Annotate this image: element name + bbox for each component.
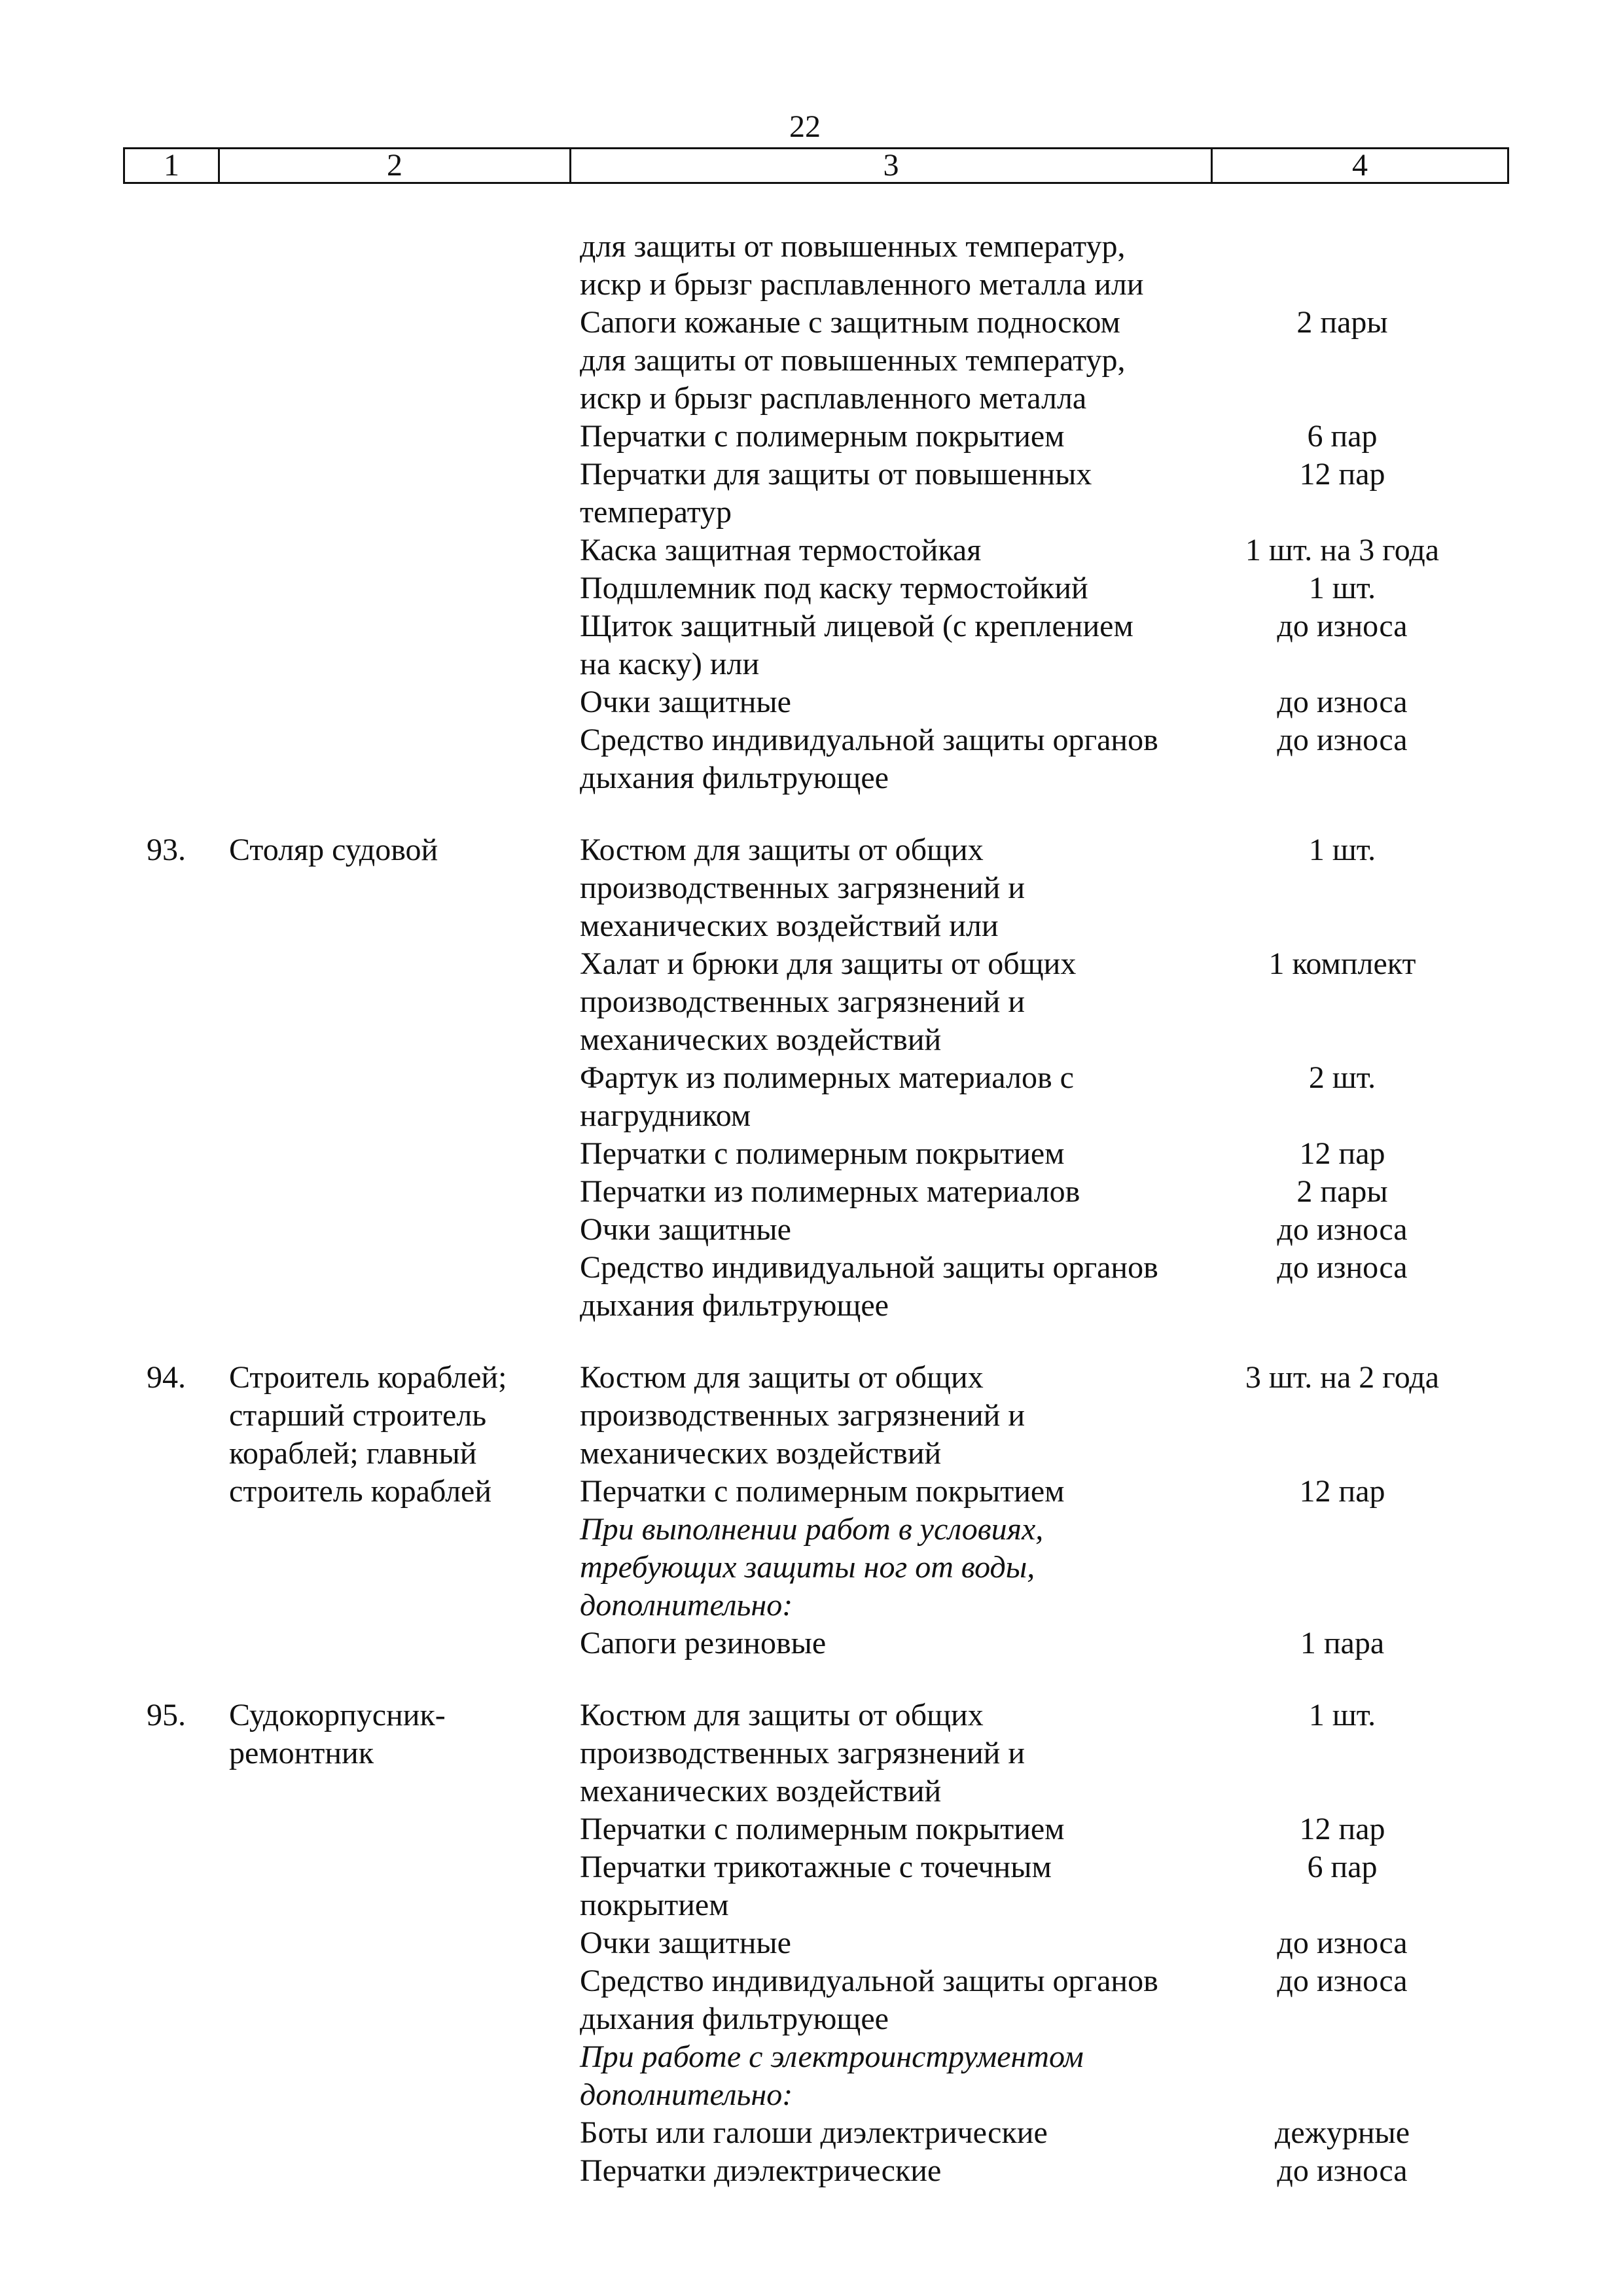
ppe-item-name bbox=[580, 1359, 1208, 1473]
ppe-item-name bbox=[580, 531, 1208, 569]
ppe-item-quantity: 12 пар bbox=[1299, 1474, 1385, 1509]
ppe-item-quantity: до износа bbox=[1277, 1250, 1408, 1285]
ppe-item-quantity: дежурные bbox=[1274, 2115, 1410, 2150]
ppe-item-line: механических воздействий bbox=[580, 1022, 942, 1057]
header-col-3: 3 bbox=[571, 149, 1213, 182]
ppe-item-line: дыхания фильтрующее bbox=[580, 761, 889, 795]
ppe-item-line: Каска защитная термостойкая bbox=[580, 533, 982, 567]
ppe-item-quantity: 1 шт. bbox=[1308, 833, 1376, 867]
ppe-item-line: Щиток защитный лицевой (с креплением bbox=[580, 609, 1133, 643]
ppe-item bbox=[580, 1624, 1385, 1662]
ppe-item-name bbox=[580, 1211, 1208, 1249]
ppe-item bbox=[580, 721, 1408, 797]
ppe-item bbox=[580, 228, 1208, 304]
profession-line: старший строитель bbox=[229, 1398, 487, 1433]
ppe-item-line: температур bbox=[580, 495, 732, 529]
row-number: 95. bbox=[147, 1698, 186, 1732]
ppe-item-line: Костюм для защиты от общих bbox=[580, 1698, 984, 1732]
ppe-item-name bbox=[580, 1848, 1208, 1924]
ppe-item bbox=[580, 1962, 1408, 2038]
ppe-item-line: Подшлемник под каску термостойкий bbox=[580, 571, 1088, 605]
ppe-item-name bbox=[580, 2152, 1208, 2190]
ppe-item-line: производственных загрязнений и bbox=[580, 1736, 1026, 1770]
condition-note bbox=[580, 2038, 1208, 2114]
ppe-item bbox=[580, 1473, 1385, 1511]
ppe-item-quantity: 2 пары bbox=[1296, 1174, 1388, 1209]
ppe-item-quantity: 1 шт. bbox=[1308, 1698, 1376, 1732]
row-number: 93. bbox=[147, 833, 186, 867]
ppe-item-name bbox=[580, 683, 1208, 721]
ppe-item-quantity: 6 пар bbox=[1307, 1850, 1378, 1884]
ppe-item-line: Костюм для защиты от общих bbox=[580, 833, 984, 867]
ppe-item-line: производственных загрязнений и bbox=[580, 870, 1026, 905]
ppe-item-line: Перчатки для защиты от повышенных bbox=[580, 457, 1092, 492]
condition-note bbox=[580, 1511, 1208, 1624]
ppe-item-name bbox=[580, 1696, 1208, 1810]
profession-line: кораблей; главный bbox=[229, 1436, 477, 1471]
ppe-item-line: покрытием bbox=[580, 1888, 729, 1922]
ppe-item-line: механических воздействий bbox=[580, 1436, 942, 1471]
ppe-item-line: Халат и брюки для защиты от общих bbox=[580, 946, 1077, 981]
ppe-item-name bbox=[580, 1962, 1208, 2038]
ppe-item-line: При выполнении работ в условиях, bbox=[580, 1512, 1044, 1547]
ppe-item bbox=[580, 831, 1376, 945]
ppe-item-line: Очки защитные bbox=[580, 685, 791, 719]
ppe-item-name bbox=[580, 607, 1208, 683]
ppe-item bbox=[580, 1249, 1408, 1325]
ppe-item-quantity: до износа bbox=[1277, 1212, 1408, 1247]
ppe-item-name bbox=[580, 456, 1208, 531]
ppe-item-line: Боты или галоши диэлектрические bbox=[580, 2115, 1048, 2150]
ppe-item bbox=[580, 1359, 1440, 1473]
ppe-item-quantity: до износа bbox=[1277, 1964, 1408, 1998]
profession-name bbox=[229, 831, 569, 869]
ppe-item-line: дополнительно: bbox=[580, 2077, 793, 2112]
ppe-item-quantity: до износа bbox=[1277, 723, 1408, 757]
ppe-item-line: При работе с электроинструментом bbox=[580, 2039, 1084, 2074]
ppe-item-line: механических воздействий bbox=[580, 1774, 942, 1808]
ppe-item-line: Сапоги кожаные с защитным подноском bbox=[580, 305, 1120, 340]
ppe-item bbox=[580, 1211, 1408, 1249]
ppe-item-line: Средство индивидуальной защиты органов bbox=[580, 1250, 1158, 1285]
ppe-item-quantity: 1 шт. на 3 года bbox=[1245, 533, 1440, 567]
ppe-item-line: Перчатки диэлектрические bbox=[580, 2153, 942, 2188]
ppe-item-line: Очки защитные bbox=[580, 1212, 791, 1247]
profession-name bbox=[229, 1696, 569, 1772]
profession-line: строитель кораблей bbox=[229, 1474, 492, 1509]
ppe-item-quantity: 1 пара bbox=[1300, 1626, 1385, 1660]
ppe-item bbox=[580, 1810, 1385, 1848]
ppe-item-line: Костюм для защиты от общих bbox=[580, 1360, 984, 1395]
profession-line: ремонтник bbox=[229, 1736, 374, 1770]
ppe-item-name bbox=[580, 721, 1208, 797]
ppe-item-line: для защиты от повышенных температур, bbox=[580, 229, 1126, 264]
ppe-item-quantity: 3 шт. на 2 года bbox=[1245, 1360, 1440, 1395]
ppe-item bbox=[580, 1059, 1376, 1135]
ppe-item-quantity: 12 пар bbox=[1299, 457, 1385, 492]
profession-line: Судокорпусник- bbox=[229, 1698, 446, 1732]
ppe-item bbox=[580, 683, 1408, 721]
ppe-item-quantity: до износа bbox=[1277, 609, 1408, 643]
ppe-item-line: Средство индивидуальной защиты органов bbox=[580, 1964, 1158, 1998]
profession-line: Столяр судовой bbox=[229, 833, 438, 867]
ppe-item-name bbox=[580, 1624, 1208, 1662]
ppe-item-quantity: до износа bbox=[1277, 1926, 1408, 1960]
ppe-item-quantity: 12 пар bbox=[1299, 1136, 1385, 1171]
ppe-item-name bbox=[580, 1473, 1208, 1511]
ppe-item-quantity: до износа bbox=[1277, 2153, 1408, 2188]
ppe-item bbox=[580, 2152, 1408, 2190]
ppe-item-name bbox=[580, 1173, 1208, 1211]
ppe-item-name bbox=[580, 304, 1208, 418]
ppe-item-line: механических воздействий или bbox=[580, 908, 999, 943]
ppe-item-name bbox=[580, 1924, 1208, 1962]
header-col-1: 1 bbox=[125, 149, 220, 182]
ppe-item bbox=[580, 531, 1440, 569]
ppe-item-name bbox=[580, 945, 1208, 1059]
ppe-item bbox=[580, 456, 1385, 531]
ppe-item-name bbox=[580, 1810, 1208, 1848]
row-number: 94. bbox=[147, 1360, 186, 1395]
ppe-item-name bbox=[580, 1059, 1208, 1135]
ppe-item-line: дополнительно: bbox=[580, 1588, 793, 1623]
ppe-item-line: Перчатки из полимерных материалов bbox=[580, 1174, 1080, 1209]
ppe-item-name bbox=[580, 1511, 1208, 1624]
ppe-item-line: Перчатки с полимерным покрытием bbox=[580, 419, 1065, 454]
ppe-item bbox=[580, 2114, 1410, 2152]
ppe-item bbox=[580, 304, 1388, 418]
ppe-item-line: Очки защитные bbox=[580, 1926, 791, 1960]
ppe-item bbox=[580, 1173, 1388, 1211]
ppe-item bbox=[580, 569, 1376, 607]
ppe-item bbox=[580, 1135, 1385, 1173]
ppe-item-line: производственных загрязнений и bbox=[580, 1398, 1026, 1433]
ppe-item bbox=[580, 1696, 1376, 1810]
header-col-4: 4 bbox=[1352, 148, 1368, 183]
ppe-item-line: дыхания фильтрующее bbox=[580, 1288, 889, 1323]
ppe-item-line: Фартук из полимерных материалов с bbox=[580, 1060, 1074, 1095]
header-col-2: 2 bbox=[220, 149, 571, 182]
ppe-item-quantity: 1 шт. bbox=[1308, 571, 1376, 605]
ppe-item bbox=[580, 945, 1416, 1059]
ppe-item-line: требующих защиты ног от воды, bbox=[580, 1550, 1035, 1585]
ppe-item-line: Сапоги резиновые bbox=[580, 1626, 827, 1660]
ppe-item-line: Перчатки с полимерным покрытием bbox=[580, 1812, 1065, 1846]
ppe-item-line: для защиты от повышенных температур, bbox=[580, 343, 1126, 378]
page-number: 22 bbox=[789, 109, 821, 144]
ppe-item bbox=[580, 1848, 1378, 1924]
ppe-item-name bbox=[580, 228, 1208, 304]
ppe-item bbox=[580, 607, 1408, 683]
ppe-item-name bbox=[580, 1135, 1208, 1173]
ppe-item-name bbox=[580, 569, 1208, 607]
ppe-item-line: Средство индивидуальной защиты органов bbox=[580, 723, 1158, 757]
ppe-item-line: дыхания фильтрующее bbox=[580, 2001, 889, 2036]
ppe-item-name bbox=[580, 1249, 1208, 1325]
ppe-item-line: на каску) или bbox=[580, 647, 760, 681]
ppe-item-name bbox=[580, 418, 1208, 456]
ppe-item-line: производственных загрязнений и bbox=[580, 984, 1026, 1019]
table-header-row bbox=[123, 147, 1509, 184]
ppe-item-line: нагрудником bbox=[580, 1098, 751, 1133]
ppe-item-line: Перчатки с полимерным покрытием bbox=[580, 1136, 1065, 1171]
ppe-item bbox=[580, 1924, 1408, 1962]
ppe-item-quantity: до износа bbox=[1277, 685, 1408, 719]
ppe-item-name bbox=[580, 2038, 1208, 2114]
ppe-item-line: Перчатки трикотажные с точечным bbox=[580, 1850, 1052, 1884]
ppe-item-name bbox=[580, 2114, 1208, 2152]
ppe-item-quantity: 2 пары bbox=[1296, 305, 1388, 340]
ppe-item-line: Перчатки с полимерным покрытием bbox=[580, 1474, 1065, 1509]
ppe-item bbox=[580, 418, 1378, 456]
ppe-item-name bbox=[580, 831, 1208, 945]
ppe-item-line: искр и брызг расплавленного металла или bbox=[580, 267, 1144, 302]
ppe-item-quantity: 6 пар bbox=[1307, 419, 1378, 454]
profession-line: Строитель кораблей; bbox=[229, 1360, 507, 1395]
ppe-item-quantity: 2 шт. bbox=[1308, 1060, 1376, 1095]
ppe-item-line: искр и брызг расплавленного металла bbox=[580, 381, 1087, 416]
profession-name bbox=[229, 1359, 569, 1511]
ppe-item-quantity: 12 пар bbox=[1299, 1812, 1385, 1846]
ppe-item-quantity: 1 комплект bbox=[1268, 946, 1416, 981]
